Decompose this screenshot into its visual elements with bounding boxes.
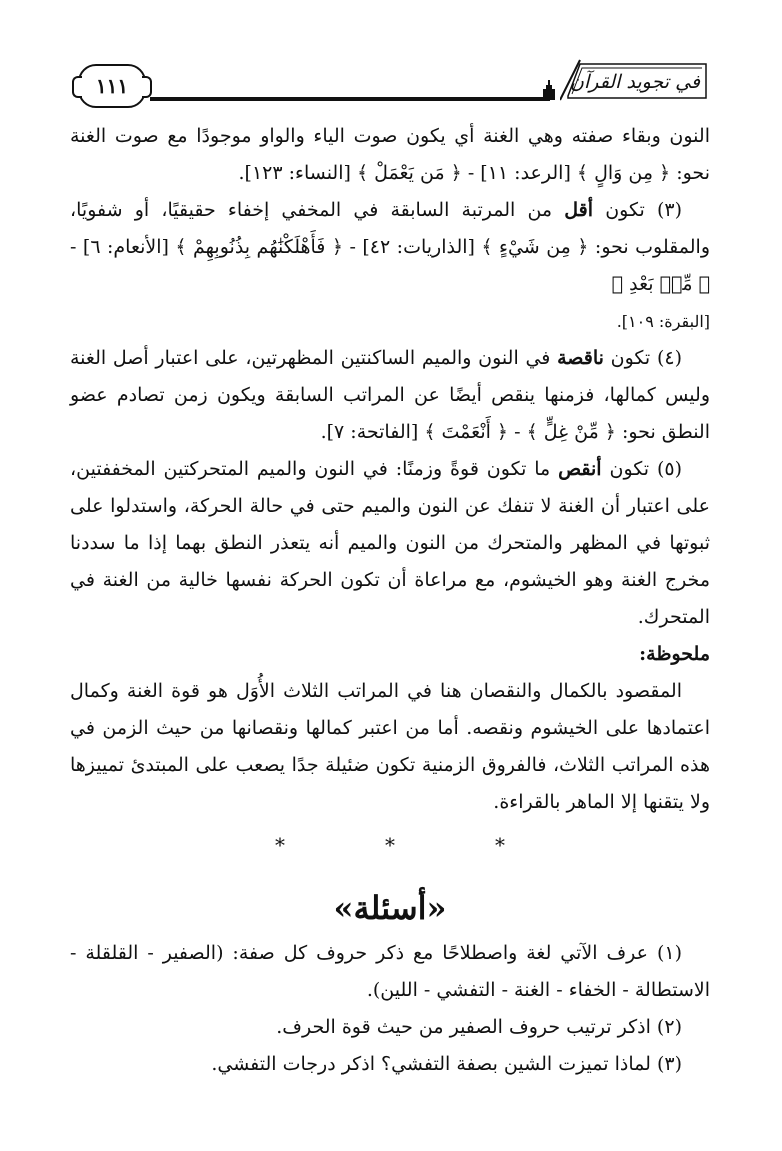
keyword: أنقص xyxy=(558,458,602,480)
questions-heading: «أسئلة» xyxy=(333,889,447,927)
note-heading: ملحوظة: xyxy=(639,643,710,665)
keyword: أقل xyxy=(564,199,594,221)
book-title: في تجويد القرآن xyxy=(569,71,701,93)
page-number: ١١١ xyxy=(78,64,146,108)
paragraph-rank-5 xyxy=(70,451,710,636)
main-content xyxy=(70,118,710,1083)
star-icon: * xyxy=(275,833,285,857)
paragraph-rank-3 xyxy=(70,192,710,303)
inkwell-icon xyxy=(540,80,558,102)
header-rule xyxy=(150,97,550,101)
star-icon: * xyxy=(495,833,505,857)
star-icon: * xyxy=(385,833,395,857)
question-item: (١) عرف الآتي لغة واصطلاحًا مع ذكر حروف كل صفة: (الصفير - القلقلة - الاستطالة - الخفاء - الغنة - التفشي - اللين). xyxy=(70,942,710,1001)
paragraph-rank-4 xyxy=(70,340,710,451)
item-number: (٣) تكون xyxy=(593,199,683,221)
question-item: (٣) لماذا تميزت الشين بصفة التفشي؟ اذكر درجات التفشي. xyxy=(211,1053,682,1075)
paragraph-text: في النون والميم الساكنتين المظهرتين، على اعتبار أصل الغنة وليس كمالها، فزمنها ينقص أيضًا عن المراتب السابقة ويكون زمن تصادم عضو النطق نحو: ﴿ مِّنْ غِلٍّ ﴾ - ﴿ أَنْعَمْتَ ﴾ [الفاتحة: ٧]. xyxy=(70,347,710,443)
section-divider xyxy=(70,827,710,864)
item-number: (٤) تكون xyxy=(603,347,682,369)
verse-reference xyxy=(70,303,710,340)
book-title-banner xyxy=(560,58,710,106)
reference-text: [البقرة: ١٠٩]. xyxy=(616,312,710,331)
paragraph: النون وبقاء صفته وهي الغنة أي يكون صوت الياء والواو موجودًا مع صوت الغنة نحو: ﴿ مِن وَالٍ ﴾ [الرعد: ١١] - ﴿ مَن يَعْمَلْ ﴾ [النساء: ١٢٣]. xyxy=(70,125,710,184)
keyword: ناقصة xyxy=(557,347,604,369)
paragraph-text: من المرتبة السابقة في المخفي إخفاء حقيقيًا، أو شفويًا، والمقلوب نحو: ﴿ مِن شَيْءٍ ﴾ [الذاريات: ٤٢] - ﴿ فَأَهْلَكْنَٰهُم بِذُنُوبِهِمْ ﴾ [الأنعام: ٦] - ﴿ مِّنۢ بَعْدِ ﴾ xyxy=(70,199,710,295)
note-text: المقصود بالكمال والنقصان هنا في المراتب الثلاث الأُوَل هو قوة الغنة وكمال اعتمادها على الخيشوم ونقصه. أما من اعتبر كمالها ونقصانها من حيث الزمن في هذه المراتب الثلاث، فالفروق الزمنية تكون ضئيلة جدًا يصعب على المبتدئ تمييزها ولا يتقنها إلا الماهر بالقراءة. xyxy=(70,680,710,813)
paragraph-text: ما تكون قوةً وزمنًا: في النون والميم المتحركتين المخففتين، على اعتبار أن الغنة لا تنفك عن النون والميم حتى في حالة الحركة، واستدلوا على ثبوتها في المظهر والمتحرك من النون والميم أنه يتعذر النطق بهما إذا ما سددنا مخرج الغنة وهو الخيشوم، مع مراعاة أن تكون الحركة نفسها خالية من الغنة في المتحرك. xyxy=(70,458,710,628)
item-number: (٥) تكون xyxy=(601,458,682,480)
question-item: (٢) اذكر ترتيب حروف الصفير من حيث قوة الحرف. xyxy=(276,1016,682,1038)
page-header xyxy=(78,58,710,120)
